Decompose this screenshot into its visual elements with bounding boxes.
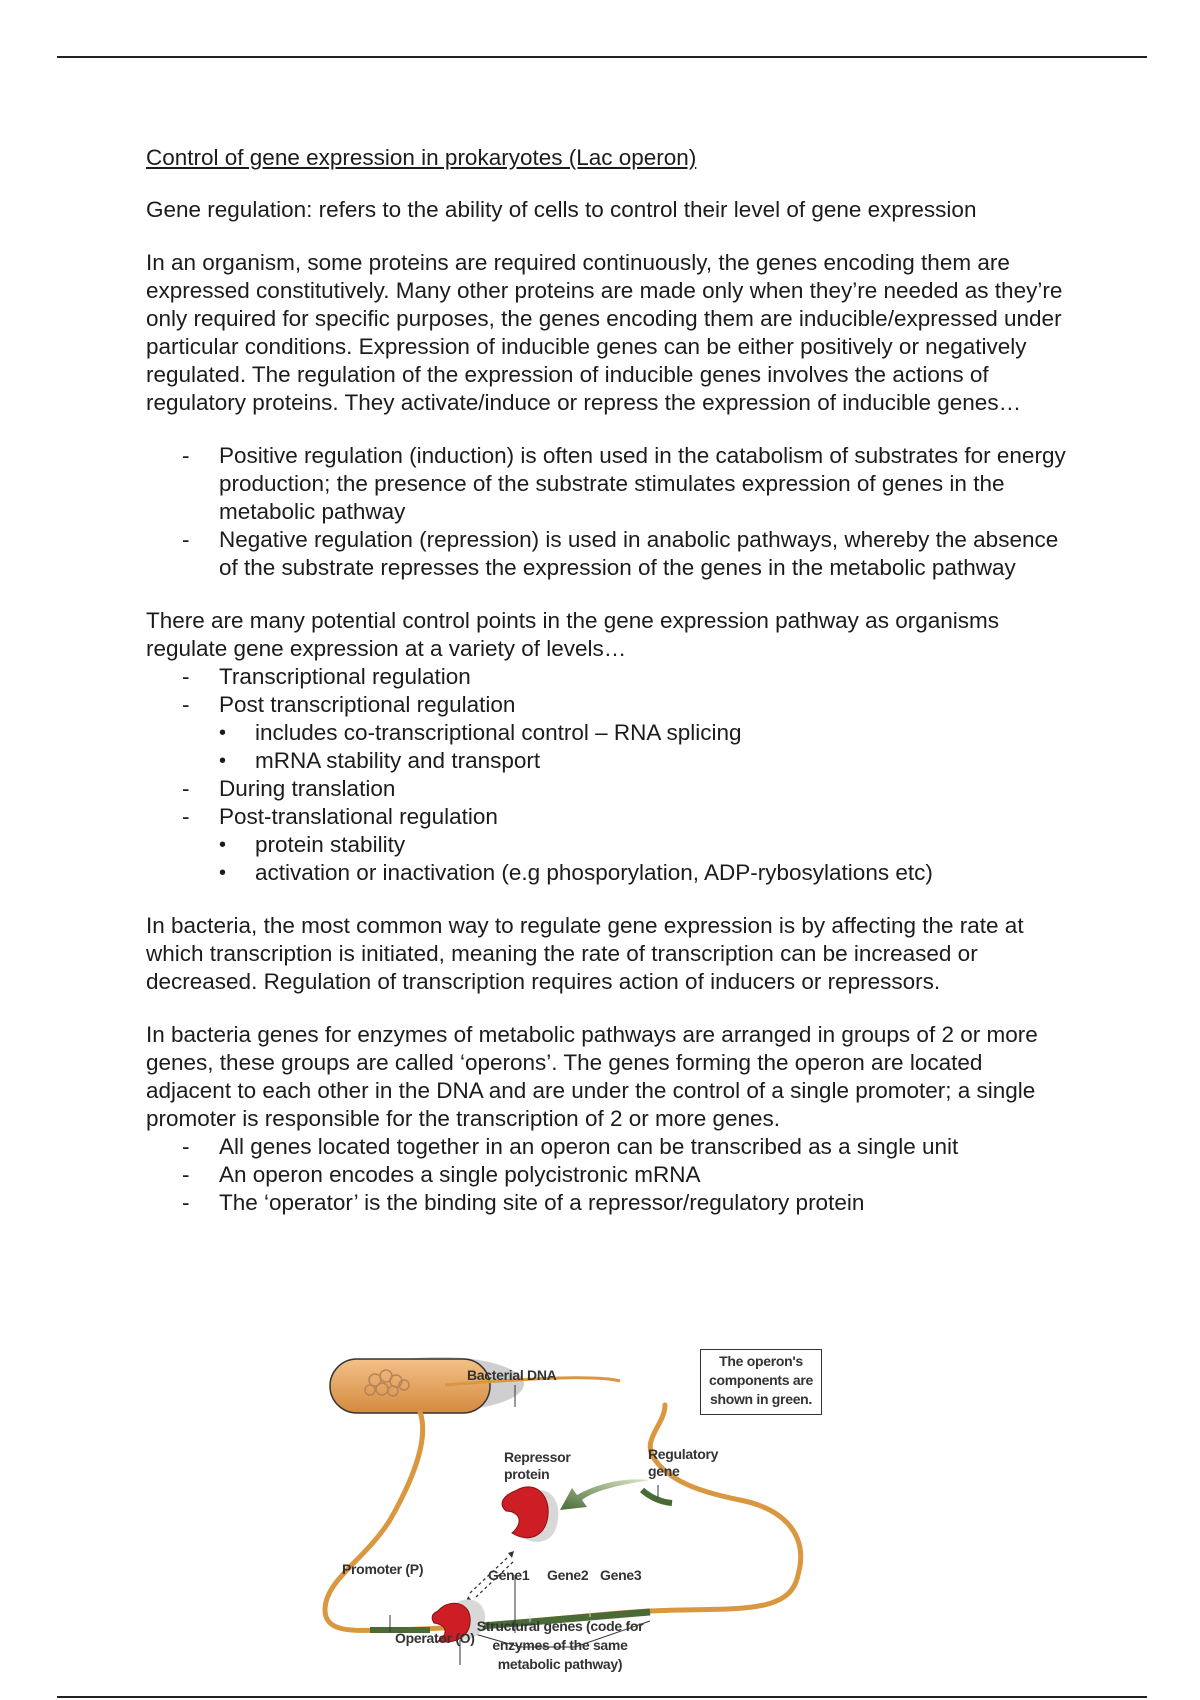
label-bacterial-dna: Bacterial DNA — [467, 1367, 557, 1383]
label-regulatory-gene: Regulatory gene — [648, 1446, 719, 1479]
list-item: - Positive regulation (induction) is often used in the catabolism of substrates for energy production; the presence of the substrate stimulates expression of genes in the metabolic pathway — [146, 442, 1066, 526]
page-title: Control of gene expression in prokaryotes (Lac operon) — [146, 145, 697, 170]
list-item: - An operon encodes a single polycistronic mRNA — [146, 1161, 1066, 1189]
lac-operon-figure — [320, 1345, 840, 1685]
expression-arrow-icon — [560, 1479, 650, 1510]
label-repressor-protein: Repressor protein — [504, 1449, 571, 1482]
sub-list-item: • mRNA stability and transport — [219, 747, 1066, 775]
list-item-label: Post transcriptional regulation — [219, 692, 516, 717]
label-operator: Operator (O) — [395, 1630, 475, 1646]
label-gene2: Gene2 — [547, 1567, 589, 1583]
document-body — [146, 144, 1066, 1217]
repressor-protein-icon — [502, 1487, 548, 1538]
paragraph-inducible: In an organism, some proteins are required continuously, the genes encoding them are expressed constitutively. Many other proteins are made only when they’re needed as they’re only required for specific purposes, the genes encoding them are inducible/expressed under particular conditions. Expression of inducible genes can be either positively or negatively regulated. The regulation of the expression of inducible genes involves the actions of regulatory proteins. They activate/induce or repress the expression of inducible genes… — [146, 250, 1063, 415]
paragraph-operons: In bacteria genes for enzymes of metabolic pathways are arranged in groups of 2 or more genes, these groups are called ‘operons’. The genes forming the operon are located adjacent to each other in the DNA and are under the control of a single promoter; a single promoter is responsible for the transcription of 2 or more genes. — [146, 1022, 1038, 1131]
bacterium-icon — [330, 1359, 490, 1413]
label-structural-genes: Structural genes (code for enzymes of the same metabolic pathway) — [476, 1618, 644, 1672]
regulation-list — [146, 442, 1066, 582]
list-item — [146, 691, 1066, 775]
list-item: - Negative regulation (repression) is used in anabolic pathways, whereby the absence of the substrate represses the expression of the genes in the metabolic pathway — [146, 526, 1066, 582]
sub-list — [219, 719, 1066, 775]
regulatory-gene-segment — [642, 1490, 672, 1503]
dna-strand — [325, 1405, 801, 1630]
paragraph-control-points: There are many potential control points in the gene expression pathway as organisms regulate gene expression at a variety of levels… — [146, 608, 999, 661]
list-item — [146, 803, 1066, 887]
label-gene1: Gene1 — [488, 1567, 530, 1583]
list-item: - All genes located together in an operon can be transcribed as a single unit — [146, 1133, 1066, 1161]
paragraph-bacteria-transcription: In bacteria, the most common way to regulate gene expression is by affecting the rate at which transcription is initiated, meaning the rate of transcription can be increased or decreased. Regulation of transcription requires action of inducers or repressors. — [146, 913, 1024, 994]
operon-list — [146, 1133, 1066, 1217]
legend-note: The operon's components are shown in green. — [700, 1349, 822, 1415]
levels-list — [146, 663, 1066, 887]
paragraph-definition: Gene regulation: refers to the ability of cells to control their level of gene expression — [146, 197, 977, 222]
list-item: - Transcriptional regulation — [146, 663, 1066, 691]
arrowhead-icon — [508, 1551, 514, 1558]
list-item-label: Post-translational regulation — [219, 804, 498, 829]
list-item: - During translation — [146, 775, 1066, 803]
bottom-rule — [57, 1696, 1147, 1698]
list-item: - The ‘operator’ is the binding site of a repressor/regulatory protein — [146, 1189, 1066, 1217]
sub-list-item: • activation or inactivation (e.g phosporylation, ADP-rybosylations etc) — [219, 859, 1066, 887]
top-rule — [57, 56, 1147, 58]
sub-list-item: • includes co-transcriptional control – RNA splicing — [219, 719, 1066, 747]
sub-list — [219, 831, 1066, 887]
sub-list-item: • protein stability — [219, 831, 1066, 859]
label-promoter: Promoter (P) — [342, 1561, 424, 1577]
label-gene3: Gene3 — [600, 1567, 642, 1583]
